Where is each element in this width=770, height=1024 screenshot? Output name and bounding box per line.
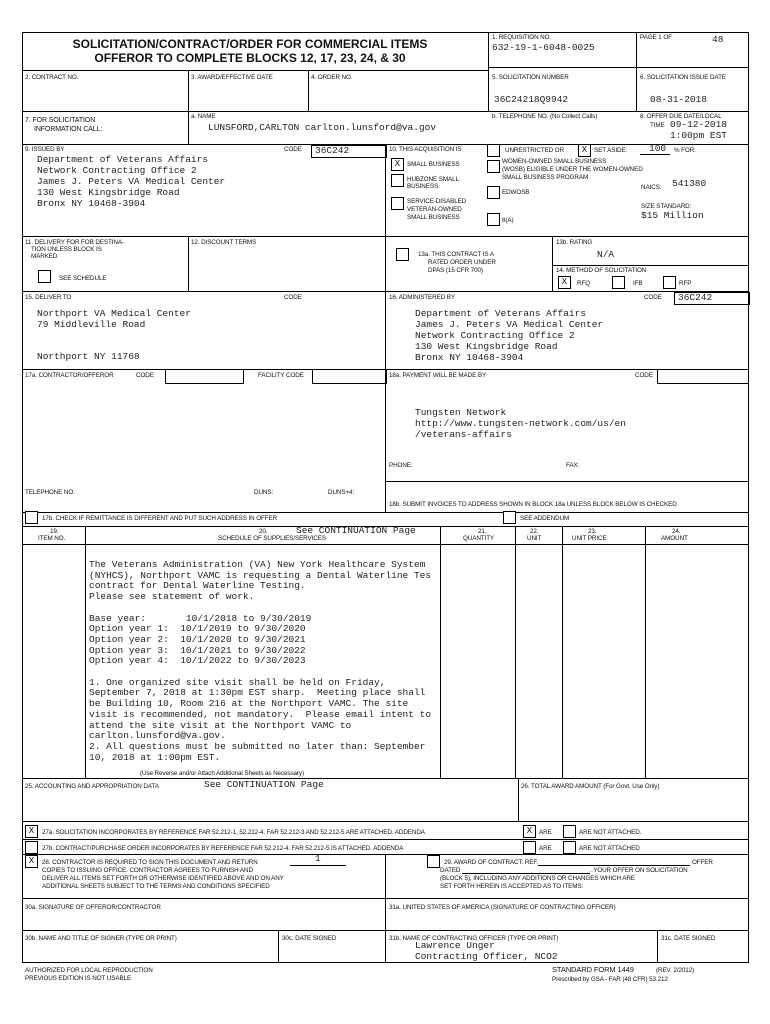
hubzone-checkbox[interactable]	[391, 174, 404, 187]
info-call-label: 7. FOR SOLICITATION	[25, 117, 96, 124]
duns-label: DUNS:	[254, 489, 274, 496]
payment-code-input[interactable]	[657, 369, 749, 384]
edwosb-label: EDWOSB	[502, 189, 530, 196]
deliver-to-label: 15. DELIVER TO	[25, 294, 72, 301]
rated-order-label-3: DPAS (15 CFR 700)	[428, 267, 483, 274]
requisition-label: 1. REQUISITION NO.	[492, 34, 552, 41]
remittance-label: 17b. CHECK IF REMITTANCE IS DIFFERENT AND PUT SUCH ADDRESS IN OFFER	[42, 515, 278, 522]
remittance-checkbox[interactable]	[25, 511, 38, 524]
27b-checkbox[interactable]	[25, 841, 38, 854]
col-price-label: UNIT PRICE	[572, 535, 607, 542]
29-checkbox[interactable]	[427, 855, 440, 868]
telephone-label: b. TELEPHONE NO. (No Collect Calls)	[492, 113, 598, 120]
payment-code-label: CODE	[635, 372, 653, 379]
addendum-label: SEE ADDENDUM	[520, 515, 570, 522]
27b-are-not-checkbox[interactable]	[563, 841, 576, 854]
signature-offeror-label: 30a. SIGNATURE OF OFFEROR/CONTRACTOR	[25, 904, 161, 911]
info-call-label-2: INFORMATION CALL:	[34, 126, 103, 133]
deliver-to-code-label: CODE	[284, 294, 302, 301]
col-quantity-label: QUANTITY	[463, 535, 495, 542]
telephone-no-label: TELEPHONE NO.	[25, 489, 75, 496]
administered-address-4: 130 West Kingsbridge Road	[415, 341, 558, 352]
contact-name-value: LUNSFORD,CARLTON carlton.lunsford@va.gov	[208, 122, 437, 133]
28-label: 28. CONTRACTOR IS REQUIRED TO SIGN THIS DOCUMENT AND RETURN	[42, 859, 258, 866]
deliver-to-address-1: Northport VA Medical Center	[37, 308, 191, 319]
small-business-label: SMALL BUSINESS	[407, 161, 460, 168]
deliver-to-address-5: Northport NY 11768	[37, 351, 140, 362]
acquisition-label: 10. THIS ACQUISITION IS	[389, 146, 462, 153]
col-unit-num: 22.	[530, 528, 539, 535]
schedule-footnote: (Use Reverse and/or Attach Additional Sheets as Necessary)	[140, 770, 304, 777]
method-label: 14. METHOD OF SOLICITATION	[556, 267, 647, 274]
administered-address-2: James J. Peters VA Medical Center	[415, 319, 604, 330]
sdvosb-label-2: VETERAN-OWNED	[407, 206, 462, 213]
unrestricted-checkbox[interactable]	[487, 144, 500, 157]
footer-authorized: AUTHORIZED FOR LOCAL REPRODUCTION	[25, 967, 153, 974]
col-item-num: 19.	[50, 528, 59, 535]
name-label: a. NAME	[191, 113, 216, 120]
issued-by-label: 9. ISSUED BY	[25, 146, 65, 153]
payment-line-1: Tungsten Network	[415, 407, 507, 418]
deliver-to-address-2: 79 Middleville Road	[37, 319, 146, 330]
delivery-label-2: TION UNLESS BLOCK IS	[31, 246, 102, 253]
date-signed-label: 30c. DATE SIGNED	[282, 935, 337, 942]
footer-standard-form: STANDARD FORM 1449	[552, 965, 634, 974]
schedule-continuation: See CONTINUATION Page	[296, 525, 416, 536]
officer-name-value: Lawrence Unger	[415, 940, 495, 951]
phone-label: PHONE:	[389, 462, 413, 469]
rfp-label: RFP	[679, 280, 692, 287]
form-subtitle: OFFEROR TO COMPLETE BLOCKS 12, 17, 23, 24, & 30	[94, 51, 406, 65]
rated-order-checkbox[interactable]	[396, 248, 409, 261]
contract-no-label: 2. CONTRACT NO.	[25, 74, 79, 81]
offer-due-time: 1:00pm EST	[670, 130, 728, 141]
29-dated-label: DATED	[440, 867, 461, 874]
27a-are-not-label: ARE NOT ATTACHED.	[579, 829, 642, 836]
wosb-label-2: (WOSB) ELIGIBLE UNDER THE WOMEN-OWNED	[502, 166, 643, 173]
8a-label: 8(A)	[502, 217, 514, 224]
administered-address-1: Department of Veterans Affairs	[415, 308, 587, 319]
27b-are-not-label: ARE NOT ATTACHED	[579, 845, 640, 852]
issued-address-4: 130 West Kingsbridge Road	[37, 187, 180, 198]
administered-code-label: CODE	[644, 294, 662, 301]
wosb-label: WOMEN-OWNED SMALL BUSINESS	[502, 158, 607, 165]
issued-address-2: Network Contracting Office 2	[37, 165, 197, 176]
offer-due-time-label: TIME	[650, 122, 665, 129]
officer-date-label: 31c. DATE SIGNED	[661, 935, 716, 942]
see-schedule-label: SEE SCHEDULE	[59, 275, 107, 282]
ifb-checkbox[interactable]	[612, 276, 625, 289]
signer-name-label: 30b. NAME AND TITLE OF SIGNER (TYPE OR PRINT)	[25, 935, 177, 942]
facility-code-label: FACILITY CODE	[258, 372, 304, 379]
sdvosb-label-3: SMALL BUSINESS	[407, 214, 460, 221]
footer-revision: (REV. 2/2012)	[656, 967, 695, 974]
set-aside-label: SET ASIDE:	[594, 147, 628, 154]
administered-address-5: Bronx NY 10468-3904	[415, 352, 524, 363]
accounting-value: See CONTINUATION Page	[204, 779, 324, 790]
col-unit-label: UNIT	[527, 535, 542, 542]
award-date-label: 3. AWARD/EFFECTIVE DATE	[191, 74, 273, 81]
schedule-description: The Veterans Administration (VA) New York Healthcare System (NYHCS), Northport VAMC is requesting a Dental Waterline Tes contract for Dental Waterline Testing. Please see statement of work. Base year: 10/1/2018 to 9/30/2019 Option year 1: 10/1/2019 to 9/30/2020 Option year 2: 10/1/2020 to 9/30/2021 Option year 3: 10/1/2021 to 9/30/2022 Option year 4: 10/1/2022 to 9/30/2023 1. One organized site visit shall be held on Friday, September 7, 2018 at 1:30pm EST sharp. Meeting place shall be Building 10, Room 216 at the Northport VAMC. The site visit is recommended, not mandatory. Please email intent to attend the site visit at the Northport VAMC to carlton.lunsford@va.gov. 2. All questions must be submitted no later than: September 10, 2018 at 1:00pm EST.	[89, 559, 432, 763]
27a-are-checkbox[interactable]: X	[523, 825, 536, 838]
page-count: 48	[712, 34, 724, 45]
solicitation-number-value: 36C24218Q9942	[494, 94, 569, 105]
rfp-checkbox[interactable]	[663, 276, 676, 289]
offer-due-date: 09-12-2018	[670, 119, 728, 130]
administered-by-label: 16. ADMINISTERED BY	[389, 294, 455, 301]
29-label: 29. AWARD OF CONTRACT: REF.	[444, 859, 539, 866]
small-business-checkbox[interactable]: X	[391, 158, 404, 171]
size-standard-value: $15 Million	[641, 210, 704, 221]
fax-label: FAX:	[566, 462, 580, 469]
officer-name-label: 31b. NAME OF CONTRACTING OFFICER (TYPE OR PRINT)	[389, 935, 559, 942]
naics-label: NAICS:	[641, 184, 662, 191]
payment-label: 18a. PAYMENT WILL BE MADE BY	[389, 372, 487, 379]
size-standard-label: SIZE STANDARD:	[641, 203, 692, 210]
rfq-label: RFQ	[577, 280, 590, 287]
administered-code-value: 36C242	[678, 292, 713, 303]
issued-address-5: Bronx NY 10468-3904	[37, 198, 146, 209]
col-amount-label: AMOUNT	[661, 535, 688, 542]
page-label: PAGE 1 OF	[640, 34, 672, 41]
administered-address-3: Network Contracting Office 2	[415, 330, 575, 341]
naics-value: 541380	[672, 178, 707, 189]
set-aside-checkbox[interactable]: X	[578, 144, 591, 157]
29-label-3: (BLOCK 5), INCLUDING ANY ADDITIONS OR CHANGES WHICH ARE	[440, 875, 635, 882]
col-schedule-num: 20.	[259, 528, 268, 535]
rated-order-label-2: RATED ORDER UNDER	[428, 259, 496, 266]
solicitation-number-label: 5. SOLICITATION NUMBER	[492, 74, 569, 81]
rating-value: N/A	[597, 249, 615, 260]
27b-are-label: ARE	[539, 845, 552, 852]
rated-order-label: 13a. THIS CONTRACT IS A	[418, 251, 494, 258]
col-item-label: ITEM NO.	[38, 535, 66, 542]
hubzone-label: HUBZONE SMALL	[407, 176, 459, 183]
sdvosb-label: SERVICE-DISABLED	[407, 198, 467, 205]
28-copies-value: 1	[315, 853, 321, 864]
28-label-3: DELIVER ALL ITEMS SET FORTH OR OTHERWISE IDENTIFIED ABOVE AND ON ANY	[42, 875, 284, 882]
offer-due-label: 8. OFFER DUE DATE/LOCAL	[640, 113, 722, 120]
delivery-label: 11. DELIVERY FOR FOB DESTINA-	[25, 239, 124, 246]
issued-address-3: James J. Peters VA Medical Center	[37, 176, 226, 187]
facility-code-input[interactable]	[312, 369, 387, 384]
unrestricted-label: UNRESTRICTED OR	[505, 147, 565, 154]
payment-line-3: /veterans-affairs	[415, 429, 512, 440]
see-schedule-checkbox[interactable]	[38, 270, 51, 283]
col-amount-num: 24.	[672, 528, 681, 535]
duns4-label: DUNS+4:	[328, 489, 355, 496]
27b-label: 27b. CONTRACT/PURCHASE ORDER INCORPORATES BY REFERENCE FAR 52.212-4. FAR 52.212-5 IS ATTACHED. ADDENDA	[42, 845, 404, 852]
29-your-offer-label: . YOUR OFFER ON SOLICITATION	[590, 867, 688, 874]
discount-terms-label: 12. DISCOUNT TERMS	[191, 239, 257, 246]
signature-officer-label: 31a. UNITED STATES OF AMERICA (SIGNATURE OF CONTRACTING OFFICER)	[389, 904, 616, 911]
contractor-code-input[interactable]	[165, 369, 244, 384]
29-offer-label: OFFER	[692, 859, 713, 866]
solicitation-date-label: 6. SOLICITATION ISSUE DATE	[640, 74, 726, 81]
percent-label: % FOR:	[674, 147, 696, 154]
rating-label: 13b. RATING	[556, 239, 593, 246]
accounting-label: 25. ACCOUNTING AND APPROPRIATION DATA	[25, 783, 159, 790]
28-checkbox[interactable]: X	[25, 855, 38, 868]
rfq-checkbox[interactable]: X	[558, 276, 571, 289]
footer-prescribed: Prescribed by GSA - FAR (48 CFR) 53.212	[552, 976, 668, 983]
payment-line-2: http://www.tungsten-network.com/us/en	[415, 418, 626, 429]
order-no-label: 4. ORDER NO.	[311, 74, 353, 81]
27b-are-checkbox[interactable]	[523, 841, 536, 854]
8a-checkbox[interactable]	[487, 213, 500, 226]
issued-code-value: 36C242	[315, 145, 350, 156]
delivery-label-3: MARKED	[31, 253, 58, 260]
footer-previous-edition: PREVIOUS EDITION IS NOT USABLE	[25, 975, 132, 982]
officer-title-value: Contracting Officer, NCO2	[415, 951, 558, 962]
28-label-2: COPIES TO ISSUING OFFICE. CONTRACTOR AGREES TO FURNISH AND	[42, 867, 253, 874]
hubzone-label-2: BUSINESS	[407, 183, 439, 190]
submit-invoices-label: 18b. SUBMIT INVOICES TO ADDRESS SHOWN IN BLOCK 18a UNLESS BLOCK BELOW IS CHECKED	[389, 501, 677, 508]
col-quantity-num: 21.	[478, 528, 487, 535]
28-label-4: ADDITIONAL SHEETS SUBJECT TO THE TERMS AND CONDITIONS SPECIFIED	[42, 883, 270, 890]
issued-code-label: CODE	[284, 146, 302, 153]
requisition-value: 632-19-1-6048-0025	[492, 42, 595, 53]
27a-are-not-checkbox[interactable]	[563, 825, 576, 838]
form-title: SOLICITATION/CONTRACT/ORDER FOR COMMERCIAL ITEMS	[72, 37, 428, 51]
27a-checkbox[interactable]: X	[25, 825, 38, 838]
sdvosb-checkbox[interactable]	[391, 197, 404, 210]
total-award-label: 26. TOTAL AWARD AMOUNT (For Govt. Use Only)	[521, 783, 660, 790]
27a-label: 27a. SOLICITATION INCORPORATES BY REFERENCE FAR 52.212-1, 52.212-4. FAR 52.212-3 AND 52.212-5 ARE ATTACHED. ADDENDA	[42, 829, 425, 836]
contractor-code-label: CODE	[136, 372, 154, 379]
contractor-label: 17a. CONTRACTOR/OFFEROR	[25, 372, 114, 379]
wosb-label-3: SMALL BUSINESS PROGRAM	[502, 174, 589, 181]
solicitation-date-value: 08-31-2018	[650, 94, 708, 105]
wosb-checkbox[interactable]	[487, 160, 500, 173]
col-price-num: 23.	[588, 528, 597, 535]
edwosb-checkbox[interactable]	[487, 186, 500, 199]
issued-address-1: Department of Veterans Affairs	[37, 154, 209, 165]
27a-are-label: ARE	[539, 829, 552, 836]
29-label-4: SET FORTH HEREIN IS ACCEPTED AS TO ITEMS:	[440, 883, 584, 890]
set-aside-percent: 100	[649, 143, 667, 154]
col-schedule-label: SCHEDULE OF SUPPLIES/SERVICES	[218, 535, 326, 542]
ifb-label: IFB	[633, 280, 643, 287]
addendum-checkbox[interactable]	[503, 511, 516, 524]
